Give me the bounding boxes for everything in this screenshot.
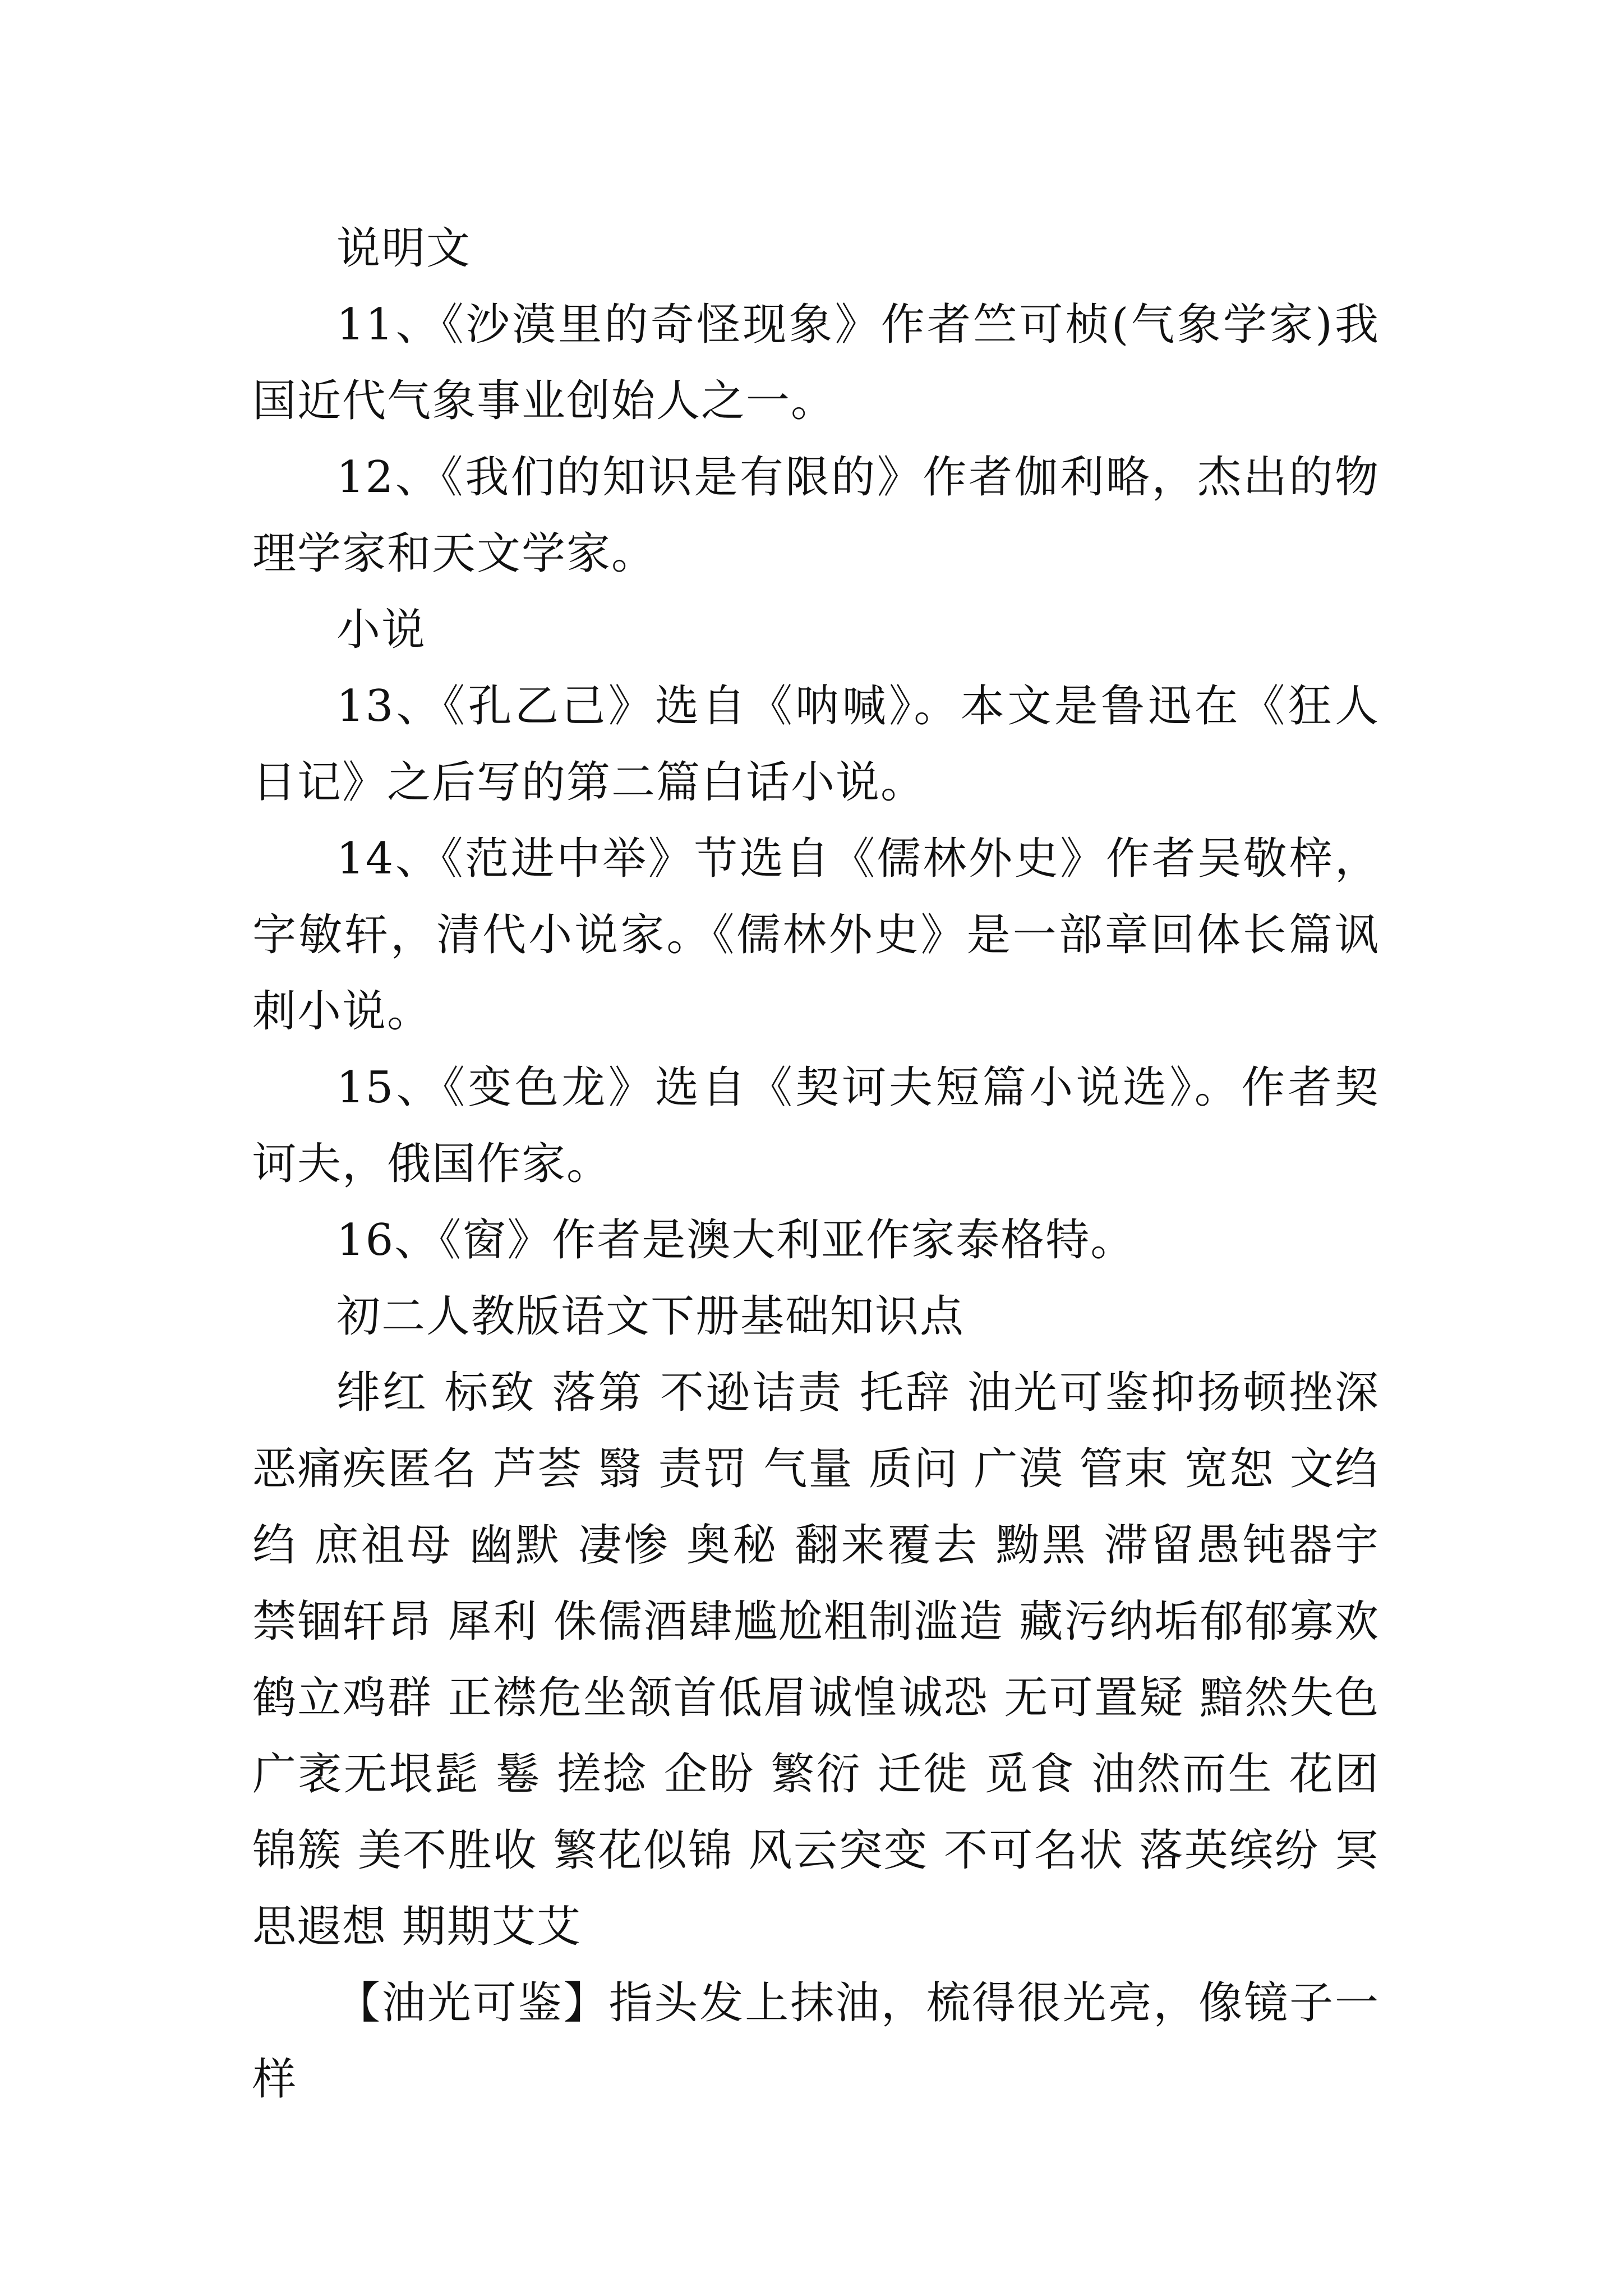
paragraph-item-14: 14、《范进中举》节选自《儒林外史》作者吴敬梓，字敏轩，清代小说家。《儒林外史》是一部章回体长篇讽刺小说。: [252, 834, 1380, 1037]
paragraph-item-13: 13、《孔乙己》选自《呐喊》。本文是鲁迅在《狂人日记》之后写的第二篇白话小说。: [252, 681, 1380, 808]
document-page: [252, 210, 1380, 2118]
definition-paragraph: 【油光可鉴】指头发上抹油，梳得很光亮，像镜子一样: [252, 1978, 1380, 2105]
section-heading-novel: 小说: [336, 605, 427, 655]
vocabulary-list: 绯红 标致 落第 不逊诘责 托辞 油光可鉴抑扬顿挫深恶痛疾匿名 芦荟 翳 责罚 气量 质问 广漠 管束 宽恕 文绉绉 庶祖母 幽默 凄惨 奥秘 翻来覆去 黝黑 滞留愚钝器宇 禁锢轩昂 犀利 侏儒酒肆尴尬粗制滥造 藏污纳垢郁郁寡欢 鹤立鸡群 正襟危坐颔首低眉诚惶诚恐 无可置疑 黯然失色广袤无垠髭 鬈 搓捻 企盼 繁衍 迁徙 觅食 油然而生 花团锦簇 美不胜收 繁花似锦 风云突变 不可名状 落英缤纷 冥思遐想 期期艾艾: [252, 1368, 1380, 1952]
section-heading-expository: 说明文: [336, 223, 472, 274]
paragraph-item-16: 16、《窗》作者是澳大利亚作家泰格特。: [336, 1215, 1136, 1266]
paragraph-item-12: 12、《我们的知识是有限的》作者伽利略，杰出的物理学家和天文学家。: [252, 452, 1380, 579]
paragraph-item-15: 15、《变色龙》选自《契诃夫短篇小说选》。作者契诃夫，俄国作家。: [252, 1062, 1380, 1189]
paragraph-item-11: 11、《沙漠里的奇怪现象》作者竺可桢(气象学家)我国近代气象事业创始人之一。: [252, 300, 1380, 426]
section-heading-knowledge: 初二人教版语文下册基础知识点: [336, 1291, 965, 1342]
